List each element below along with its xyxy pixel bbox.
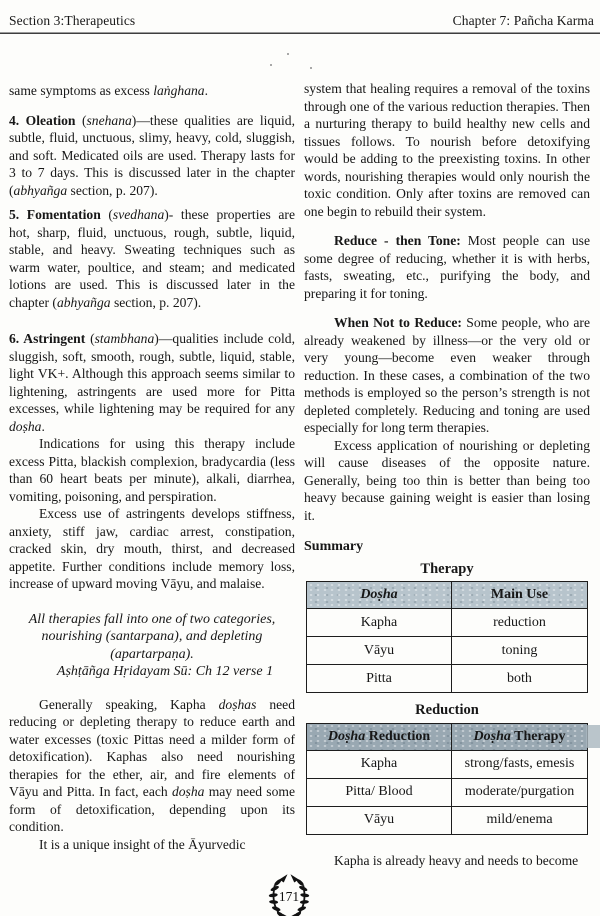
text-run: 5. Fomentation [9, 207, 109, 222]
table-cell: reduction [452, 609, 588, 637]
table-header-row [307, 582, 588, 609]
quote-attribution [9, 663, 295, 681]
quote-line [9, 646, 295, 664]
table-row [307, 637, 588, 665]
scan-smudge [586, 725, 600, 748]
text-run: ( [90, 331, 95, 346]
text-run: ( [108, 207, 113, 222]
text-run: need reducing or depleting therapy to reduce earth and water excesses (toxic Pittas need a milder form of detoxification). Kaphas also need nourishing therapies for the ether, air, and fire elements of Vāyu and Pitta. In fact, each [9, 696, 295, 799]
table-row [307, 806, 588, 834]
table-cell: both [452, 665, 588, 693]
quote-line [9, 611, 295, 629]
text-run: Aṣhṭāñga Hṛidayam Sū: Ch 12 verse 1 [56, 664, 274, 679]
table-cell: Kapha [307, 750, 452, 778]
left-column [9, 82, 295, 853]
scan-speck [270, 64, 272, 66]
text-run: Some people, who are already weakened by illness—or the very old or very young—become even weaker through reduction. In these cases, a combination of the two methods is employed so the person’s strength is not depleted completely. Reducing and toning are used especially for long term therapies. [304, 315, 590, 435]
text-run: abhyañga [56, 294, 111, 310]
text-run: 6. Astringent [9, 331, 91, 346]
table-cell: Vāyu [307, 806, 452, 834]
table-cell: toning [452, 637, 588, 665]
text-run: nourishing (santarpana), and depleting [41, 629, 263, 644]
table-header-cell [307, 723, 452, 750]
text-run: Excess application of nourishing or depleting will cause diseases of the opposite nature. Generally, being too thin is better than being too heavy because gaining weight is easier than losing it. [304, 437, 590, 523]
paragraph-excess-use [9, 505, 295, 593]
quote-line [9, 628, 295, 646]
table-row [307, 750, 588, 778]
paragraph-system [304, 80, 590, 220]
paragraph-insight [9, 836, 295, 854]
text-run: doṣhas [218, 696, 257, 712]
text-run: )—qualities include cold, sluggish, soft, smooth, rough, subtle, liquid, stable, light VK+. Although this approach seems similar to lightening, astringents are used more for Pitta excesses, while lightening may be required for any [9, 331, 295, 416]
text-run: Reduction [365, 728, 431, 744]
summary-heading: Summary [304, 539, 364, 554]
table-row [307, 778, 588, 806]
text-run: stambhana [94, 331, 155, 346]
table-row [307, 665, 588, 693]
text-run: Doṣha [473, 728, 511, 744]
table-cell: Pitta [307, 665, 452, 693]
paragraph-astringent [9, 330, 295, 435]
text-run: doṣha [9, 418, 42, 434]
text-run: svedhana [112, 207, 165, 222]
text-run: Doṣha [327, 728, 366, 744]
paragraph-oleation [9, 112, 295, 200]
text-run: Doṣha [360, 587, 398, 603]
text-run: It is a unique insight of the Āyurvedic [39, 836, 246, 852]
paragraph-fomentation [9, 206, 295, 311]
table-header-cell [452, 582, 588, 609]
header-rule [0, 32, 600, 35]
text-run: laṅghana [153, 83, 205, 98]
text-run: may need some form of detoxification, depending upon its condition. [9, 784, 295, 834]
text-run: section, p. 207). [110, 294, 202, 310]
paragraph-intro [9, 82, 295, 100]
paragraph-excess-application [304, 437, 590, 525]
paragraph-when-not-to-reduce [304, 314, 590, 437]
text-run: ( [81, 112, 87, 128]
text-run: Excess use of astringents develops stiffness, anxiety, stiff jaw, cardiac arrest, constipation, cracked skin, dry mouth, thirst, and decreased appetite. Further conditions include memory loss, increase of upward moving Vāyu, and malaise. [9, 506, 295, 591]
text-run: 4. Oleation [9, 112, 82, 128]
text-run: same symptoms as excess [9, 83, 154, 98]
paragraph-indications [9, 435, 295, 505]
therapy-table-title: Therapy [420, 560, 474, 577]
paragraph-generally [9, 696, 295, 836]
page-number: 171 [278, 889, 300, 904]
text-run: Most people can use some degree of reducing, whether it is with herbs, fasts, sweating, etc., purifying the body, and preparing it for toning. [304, 233, 591, 301]
table-cell: moderate/purgation [452, 778, 588, 806]
reduction-table-wrap [306, 723, 588, 835]
table-cell: Vāyu [307, 637, 452, 665]
page-number-wreath [265, 872, 313, 916]
text-run: Main Use [490, 587, 549, 603]
page-header [9, 13, 594, 29]
text-run: doṣha [171, 784, 205, 799]
text-run: Therapy [510, 728, 566, 744]
table-cell: strong/fasts, emesis [452, 750, 588, 778]
therapy-table-wrap [306, 581, 588, 693]
scan-speck [310, 67, 312, 69]
text-run: )- these properties are hot, sharp, fluid, unctuous, rough, subtle, liquid, stable, and heavy. Sweating techniques such as warm water, poultice, and steam; and medicated lotions are used. This is discussed later in the chapter ( [9, 207, 295, 310]
table-header-cell [452, 723, 588, 750]
text-run: abhyañga [13, 182, 68, 198]
scan-speck [287, 53, 289, 55]
text-run: (apartarpaṇa). [110, 646, 194, 662]
text-run: . [41, 418, 45, 434]
verse-quote [9, 611, 295, 681]
therapy-table [306, 581, 588, 693]
table-header-row [307, 723, 588, 750]
text-run: Kapha is already heavy and needs to become [334, 852, 579, 868]
text-run: Indications for using this therapy include excess Pitta, blackish complexion, bradycardia (less than 60 heart beats per minute), alkali, diarrhea, vomiting, poisoning, and perspiration. [9, 436, 295, 504]
table-row [307, 609, 588, 637]
header-section-title: Section 3:Therapeutics [9, 13, 136, 28]
text-run: )—these qualities are liquid, subtle, fluid, unctuous, slimy, heavy, cold, sluggish, and soft. Medicated oils are used. Therapy lasts for 3 to 7 days. This is discussed later in the chapter ( [9, 112, 295, 198]
table-cell: Pitta/ Blood [307, 778, 452, 806]
text-run: section, p. 207). [67, 182, 158, 198]
text-run: All therapies fall into one of two categories, [28, 611, 276, 627]
header-chapter-title: Chapter 7: Pañcha Karma [452, 13, 594, 28]
text-run: Reduce - then Tone: [334, 233, 461, 248]
text-run: Generally speaking, Kapha [39, 696, 219, 712]
text-run: When Not to Reduce: [334, 315, 462, 330]
text-run: . [204, 83, 208, 98]
reduction-table-title: Reduction [415, 702, 479, 718]
table-header-cell [307, 582, 452, 609]
text-run: system that healing requires a removal of the toxins through one of the various reduction therapies. Then a nurturing therapy to build healthy new cells and tissues follows. To nourish before detoxifying would be adding to the preexisting toxins. In other words, nourishing therapies would only nourish the toxic condition. Only after toxins are removed can one begin to rebuild their system. [304, 81, 590, 219]
table-cell: Kapha [307, 609, 452, 637]
reduction-table [306, 723, 588, 835]
paragraph-kapha-heavy [304, 852, 590, 870]
right-column [304, 80, 590, 869]
paragraph-reduce-then-tone [304, 232, 590, 302]
text-run: snehana [86, 112, 132, 128]
table-cell: mild/enema [452, 806, 588, 834]
